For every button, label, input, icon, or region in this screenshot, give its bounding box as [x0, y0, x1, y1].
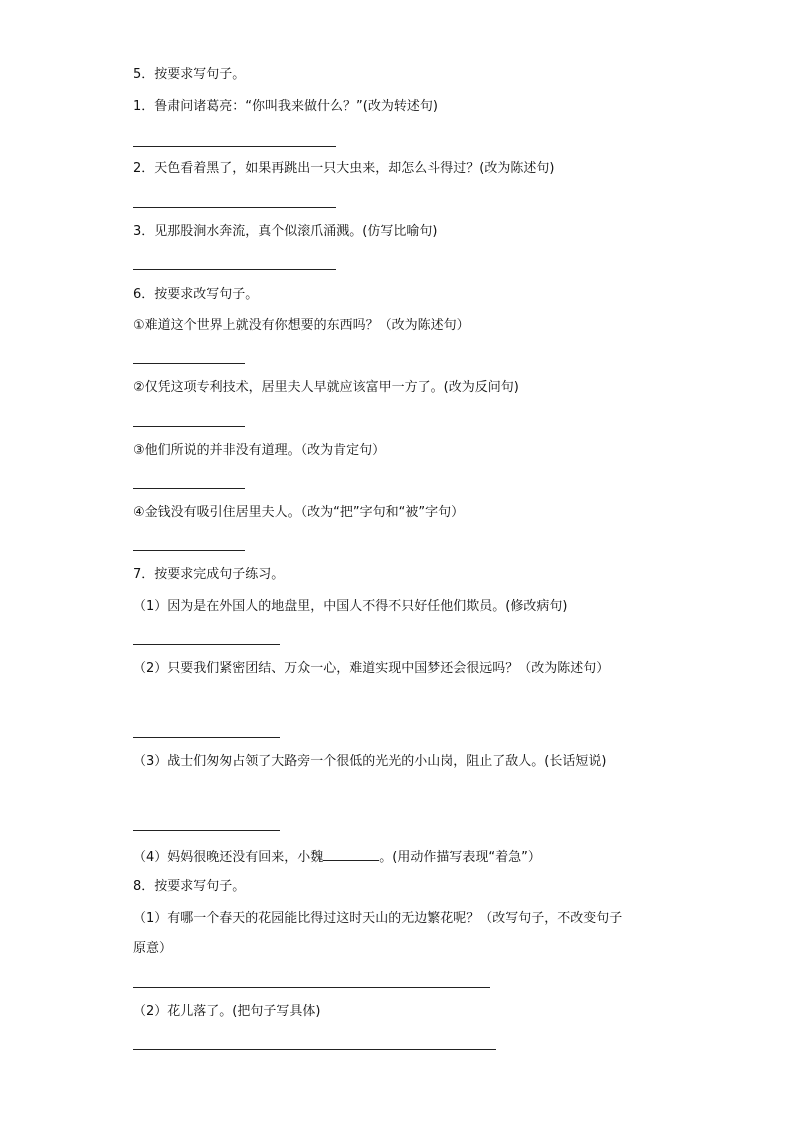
q8-item-2: （2）花儿落了。(把句子写具体): [133, 1004, 321, 1019]
answer-line-q6-2[interactable]: [133, 426, 245, 427]
q7-item-3: （3）战士们匆匆占领了大路旁一个很低的光光的小山岗，阻止了敌人。(长话短说): [133, 754, 607, 769]
q6-heading: 6．按要求改写句子。: [133, 287, 259, 302]
fill-in-blank[interactable]: [323, 847, 379, 861]
answer-line-q6-4[interactable]: [133, 550, 245, 551]
q6-item-4: ④金钱没有吸引住居里夫人。（改为“把”字句和“被”字句）: [133, 505, 465, 520]
q6-item-2: ②仅凭这项专利技术，居里夫人早就应该富甲一方了。(改为反问句): [133, 380, 519, 395]
answer-line-q7-3[interactable]: [133, 830, 280, 831]
answer-line-q8-2[interactable]: [133, 1049, 496, 1050]
q5-item-1: 1．鲁肃问诸葛亮：“你叫我来做什么？”(改为转述句): [133, 99, 438, 114]
q8-heading: 8．按要求写句子。: [133, 879, 246, 894]
answer-line-q5-3[interactable]: [133, 269, 336, 270]
q8-item-1-line-2: 原意）: [133, 941, 173, 956]
q5-item-3: 3．见那股涧水奔流，真个似滚爪涌溅。(仿写比喻句): [133, 224, 438, 239]
answer-line-q7-2[interactable]: [133, 737, 280, 738]
answer-line-q8-1[interactable]: [133, 987, 490, 988]
q5-item-2: 2．天色看着黑了，如果再跳出一只大虫来，却怎么斗得过？(改为陈述句): [133, 161, 555, 176]
q7-item-4-suffix: 。(用动作描写表现“着急”）: [379, 850, 541, 865]
answer-line-q5-2[interactable]: [133, 207, 336, 208]
q7-item-1: （1）因为是在外国人的地盘里，中国人不得不只好任他们欺员。(修改病句): [133, 599, 568, 614]
q7-item-4-prefix: （4）妈妈很晚还没有回来，小魏: [133, 850, 324, 865]
answer-line-q6-3[interactable]: [133, 488, 245, 489]
answer-line-q6-1[interactable]: [133, 363, 245, 364]
q6-item-3: ③他们所说的并非没有道理。（改为肯定句）: [133, 443, 386, 458]
q5-heading: 5．按要求写句子。: [133, 67, 246, 82]
q6-item-1: ①难道这个世界上就没有你想要的东西吗？（改为陈述句）: [133, 318, 470, 333]
q7-heading: 7．按要求完成句子练习。: [133, 567, 285, 582]
q7-item-4: [133, 847, 541, 867]
q7-item-2: （2）只要我们紧密团结、万众一心，难道实现中国梦还会很远吗？（改为陈述句）: [133, 661, 610, 676]
answer-line-q7-1[interactable]: [133, 644, 280, 645]
q8-item-1-line-1: （1）有哪一个春天的花园能比得过这时天山的无边繁花呢？（改写句子，不改变句子: [133, 911, 623, 926]
answer-line-q5-1[interactable]: [133, 146, 336, 147]
